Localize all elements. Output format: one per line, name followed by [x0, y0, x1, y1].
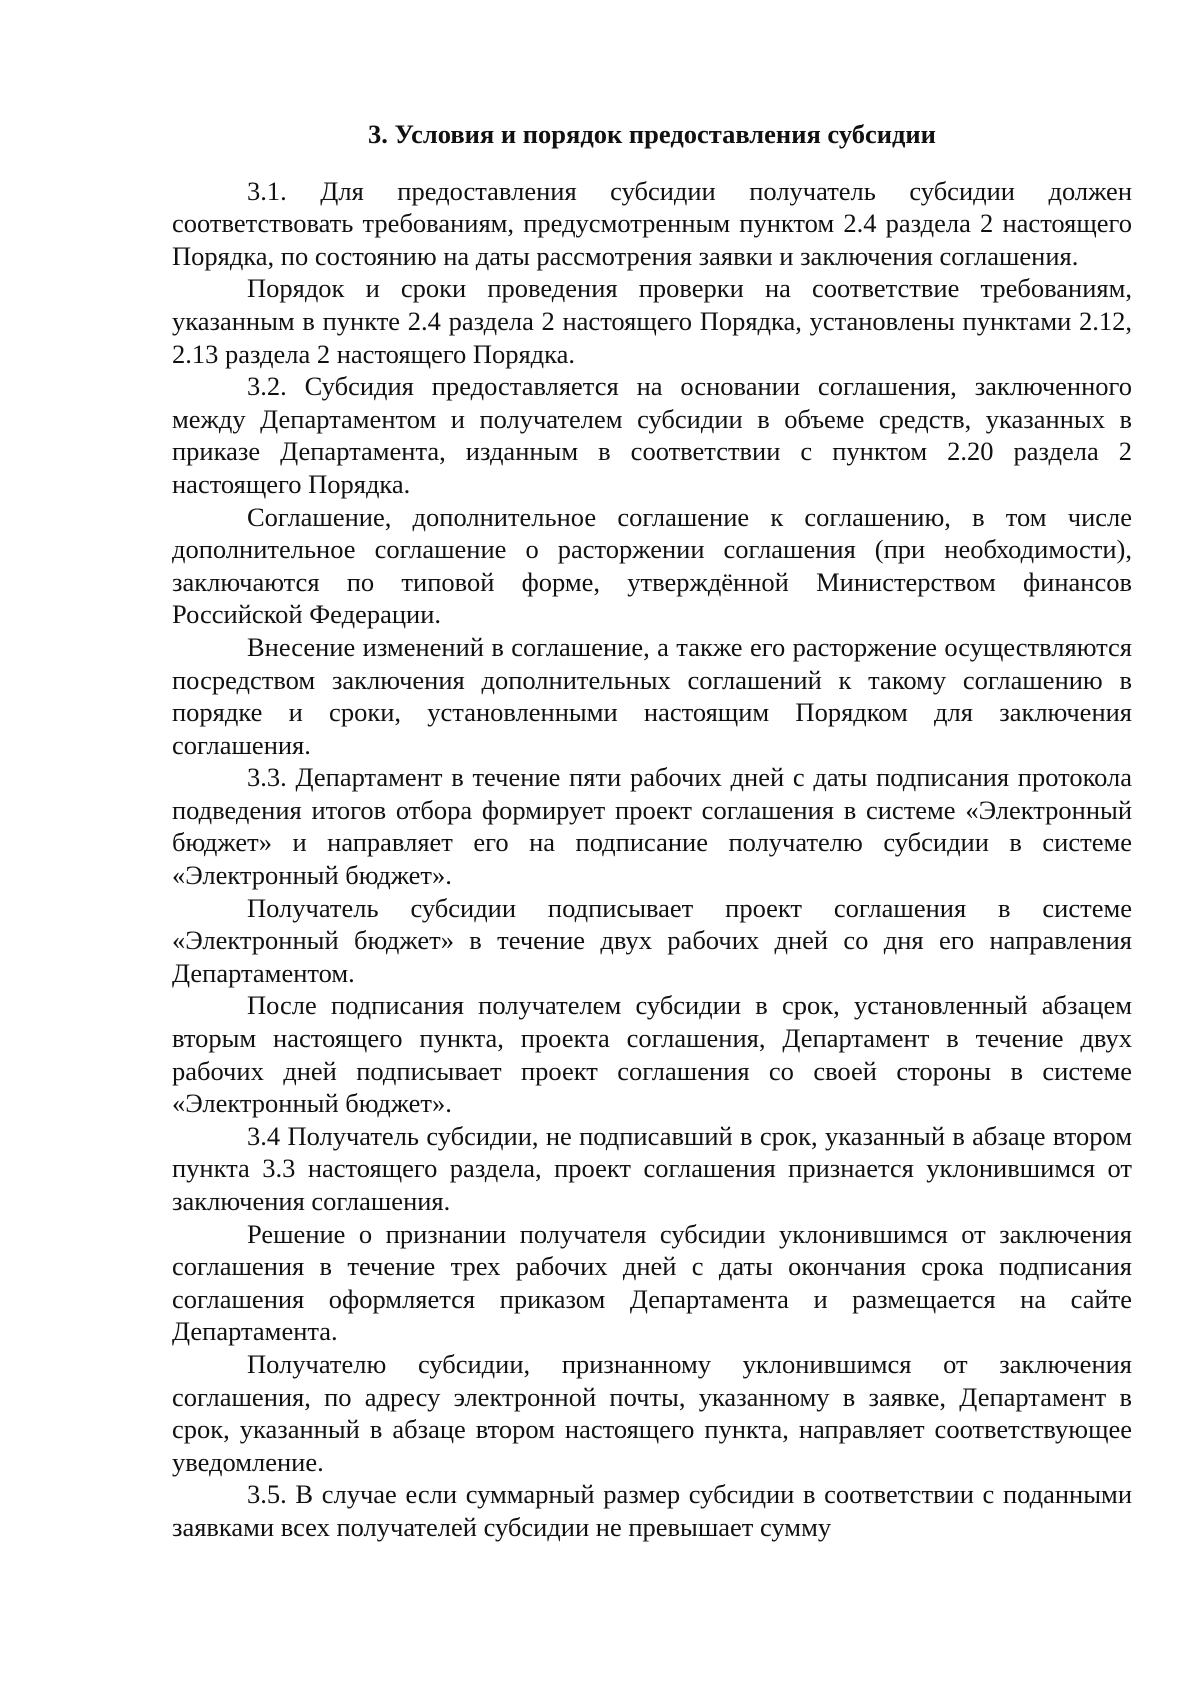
paragraph-3-3-department-signing: После подписания получателем субсидии в срок, установленный абзацем вторым настоящего пункта, проекта соглашения, Департамент в течение двух рабочих дней подписывает проект соглашения со своей стороны в системе «Электронный бюджет». [172, 990, 1132, 1119]
paragraph-3-4-decision: Решение о признании получателя субсидии уклонившимся от заключения соглашения в течение трех рабочих дней с даты окончания срока подписания соглашения оформляется приказом Департамента и размещается на сайте Департамента. [172, 1218, 1132, 1347]
paragraph-3-3: 3.3. Департамент в течение пяти рабочих дней с даты подписания протокола подведения итогов отбора формирует проект соглашения в системе «Электронный бюджет» и направляет его на подписание получателю субсидии в системе «Электронный бюджет». [172, 762, 1132, 891]
paragraph-3-1-check-procedure: Порядок и сроки проведения проверки на соответствие требованиям, указанным в пункте 2.4 раздела 2 настоящего Порядка, установлены пунктами 2.12, 2.13 раздела 2 настоящего Порядка. [172, 273, 1132, 369]
paragraph-3-2-agreement-form: Соглашение, дополнительное соглашение к соглашению, в том числе дополнительное соглашение о расторжении соглашения (при необходимости), заключаются по типовой форме, утверждённой Министерством финансов Российской Федерации. [172, 501, 1132, 630]
paragraph-3-5: 3.5. В случае если суммарный размер субсидии в соответствии с поданными заявками всех получателей субсидии не превышает сумму [172, 1479, 1132, 1542]
section-heading: 3. Условия и порядок предоставления субсидии [368, 119, 936, 149]
paragraph-3-2-amendments: Внесение изменений в соглашение, а также его расторжение осуществляются посредством заключения дополнительных соглашений к такому соглашению в порядке и сроки, установленными настоящим Порядком для заключения соглашения. [172, 631, 1132, 760]
document-content [172, 118, 1132, 1544]
paragraph-3-1: 3.1. Для предоставления субсидии получатель субсидии должен соответствовать требованиям, предусмотренным пунктом 2.4 раздела 2 настоящего Порядка, по состоянию на даты рассмотрения заявки и заключения соглашения. [172, 175, 1132, 271]
paragraph-3-3-recipient-signing: Получатель субсидии подписывает проект соглашения в системе «Электронный бюджет» в течение двух рабочих дней со дня его направления Департаментом. [172, 892, 1132, 988]
paragraph-3-4-notification: Получателю субсидии, признанному уклонившимся от заключения соглашения, по адресу электронной почты, указанному в заявке, Департамент в срок, указанный в абзаце втором настоящего пункта, направляет соответствующее уведомление. [172, 1348, 1132, 1477]
paragraph-3-4: 3.4 Получатель субсидии, не подписавший в срок, указанный в абзаце втором пункта 3.3 настоящего раздела, проект соглашения признается уклонившимся от заключения соглашения. [172, 1120, 1132, 1216]
paragraph-3-2: 3.2. Субсидия предоставляется на основании соглашения, заключенного между Департаментом и получателем субсидии в объеме средств, указанных в приказе Департамента, изданным в соответствии с пунктом 2.20 раздела 2 настоящего Порядка. [172, 371, 1132, 499]
